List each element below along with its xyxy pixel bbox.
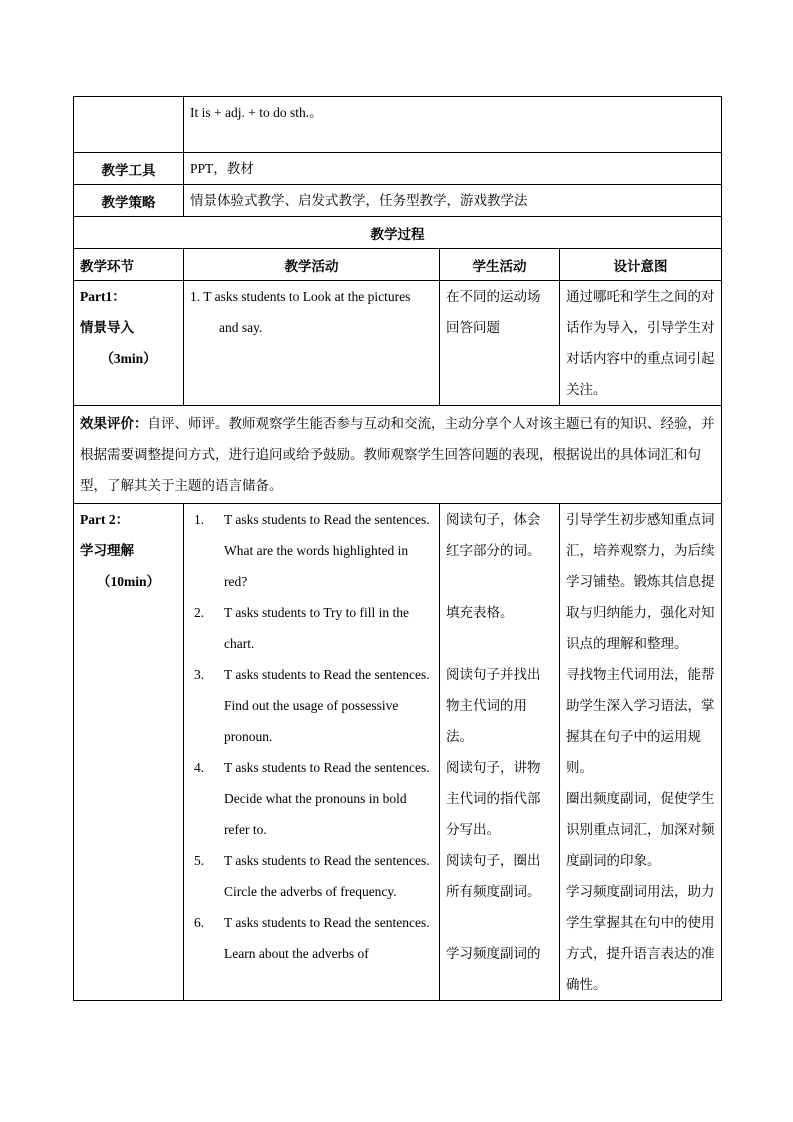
list-item: 4. T asks students to Read the sentences. Decide what the pronouns in bold refer to. (194, 760, 430, 837)
part2-name-line1: Part 2： (80, 512, 130, 527)
part2-intent (560, 504, 722, 1001)
part2-time: （10min） (96, 574, 160, 589)
part2-intent-3: 圈出频度副词，促使学生识别重点词汇，加深对频度副词的印象。 (566, 791, 715, 868)
part2-student-6: 学习频度副词的 (446, 946, 541, 961)
part1-activity-line2: and say. (219, 320, 263, 335)
tools-label: 教学工具 (74, 153, 184, 185)
evaluation-text: 自评、师评。教师观察学生能否参与互动和交流，主动分享个人对该主题已有的知识、经验，并根据需要调整提问方式，进行追问或给予鼓励。教师观察学生回答问题的表现，根据说出的具体词汇和句型，了解其关于主题的语言储备。 (80, 416, 715, 493)
part2-intent-1: 引导学生初步感知重点词汇，培养观察力，为后续学习铺垫。锻炼其信息提取与归纳能力，强化对知识点的理解和整理。 (566, 512, 715, 651)
empty-label-cell (74, 97, 184, 153)
process-title-row (74, 217, 722, 249)
part1-activity-num: 1. (190, 289, 201, 304)
part1-name-line2: 情景导入 (80, 320, 134, 335)
part2-stage (74, 504, 184, 1001)
column-header-row (74, 249, 722, 281)
part2-student-3: 阅读句子并找出物主代词的用法。 (446, 667, 541, 744)
tools-value: PPT，教材 (184, 153, 722, 185)
part1-stage (74, 281, 184, 406)
header-intent: 设计意图 (560, 249, 722, 281)
header-student: 学生活动 (440, 249, 560, 281)
header-teacher: 教学活动 (184, 249, 440, 281)
part1-name-line1: Part1： (80, 289, 126, 304)
part2-student-2: 填充表格。 (446, 605, 514, 620)
part1-activity-line1: T asks students to Look at the pictures (203, 289, 411, 304)
part1-activity (184, 281, 440, 406)
list-item: 1. T asks students to Read the sentences. What are the words highlighted in red? (194, 512, 430, 589)
part2-student (440, 504, 560, 1001)
sentence-pattern-text: It is + adj. + to do sth.。 (184, 97, 722, 153)
lesson-plan-page (73, 96, 721, 1001)
evaluation-label: 效果评价： (80, 416, 148, 431)
tools-row (74, 153, 722, 185)
lesson-plan-table (73, 96, 722, 1001)
part1-student: 在不同的运动场回答问题 (440, 281, 560, 406)
strategy-row (74, 185, 722, 217)
strategy-label: 教学策略 (74, 185, 184, 217)
list-item: 5. T asks students to Read the sentences. Circle the adverbs of frequency. (194, 853, 430, 899)
part1-row (74, 281, 722, 406)
part1-intent: 通过哪吒和学生之间的对话作为导入，引导学生对对话内容中的重点词引起关注。 (560, 281, 722, 406)
sentence-pattern-row (74, 97, 722, 153)
header-stage: 教学环节 (74, 249, 184, 281)
evaluation-row (74, 406, 722, 504)
part2-student-5: 阅读句子，圈出所有频度副词。 (446, 853, 541, 899)
part2-student-4: 阅读句子，讲物主代词的指代部分写出。 (446, 760, 541, 837)
part2-name-line2: 学习理解 (80, 543, 134, 558)
part2-student-1: 阅读句子，体会红字部分的词。 (446, 512, 541, 558)
part2-row (74, 504, 722, 1001)
part2-activity-list (190, 504, 433, 969)
list-item: 3. T asks students to Read the sentences. Find out the usage of possessive pronoun. (194, 667, 430, 744)
part2-intent-2: 寻找物主代词用法，能帮助学生深入学习语法，掌握其在句子中的运用规则。 (566, 667, 715, 775)
strategy-value: 情景体验式教学、启发式教学，任务型教学，游戏教学法 (184, 185, 722, 217)
list-item: 6. T asks students to Read the sentences. Learn about the adverbs of (194, 915, 430, 961)
part1-time: （3min） (100, 351, 157, 366)
part2-intent-4: 学习频度副词用法，助力学生掌握其在句中的使用方式，提升语言表达的准确性。 (566, 884, 715, 992)
evaluation-cell (74, 406, 722, 504)
part2-activities (184, 504, 440, 1001)
process-title: 教学过程 (74, 217, 722, 249)
list-item: 2. T asks students to Try to fill in the chart. (194, 605, 410, 651)
